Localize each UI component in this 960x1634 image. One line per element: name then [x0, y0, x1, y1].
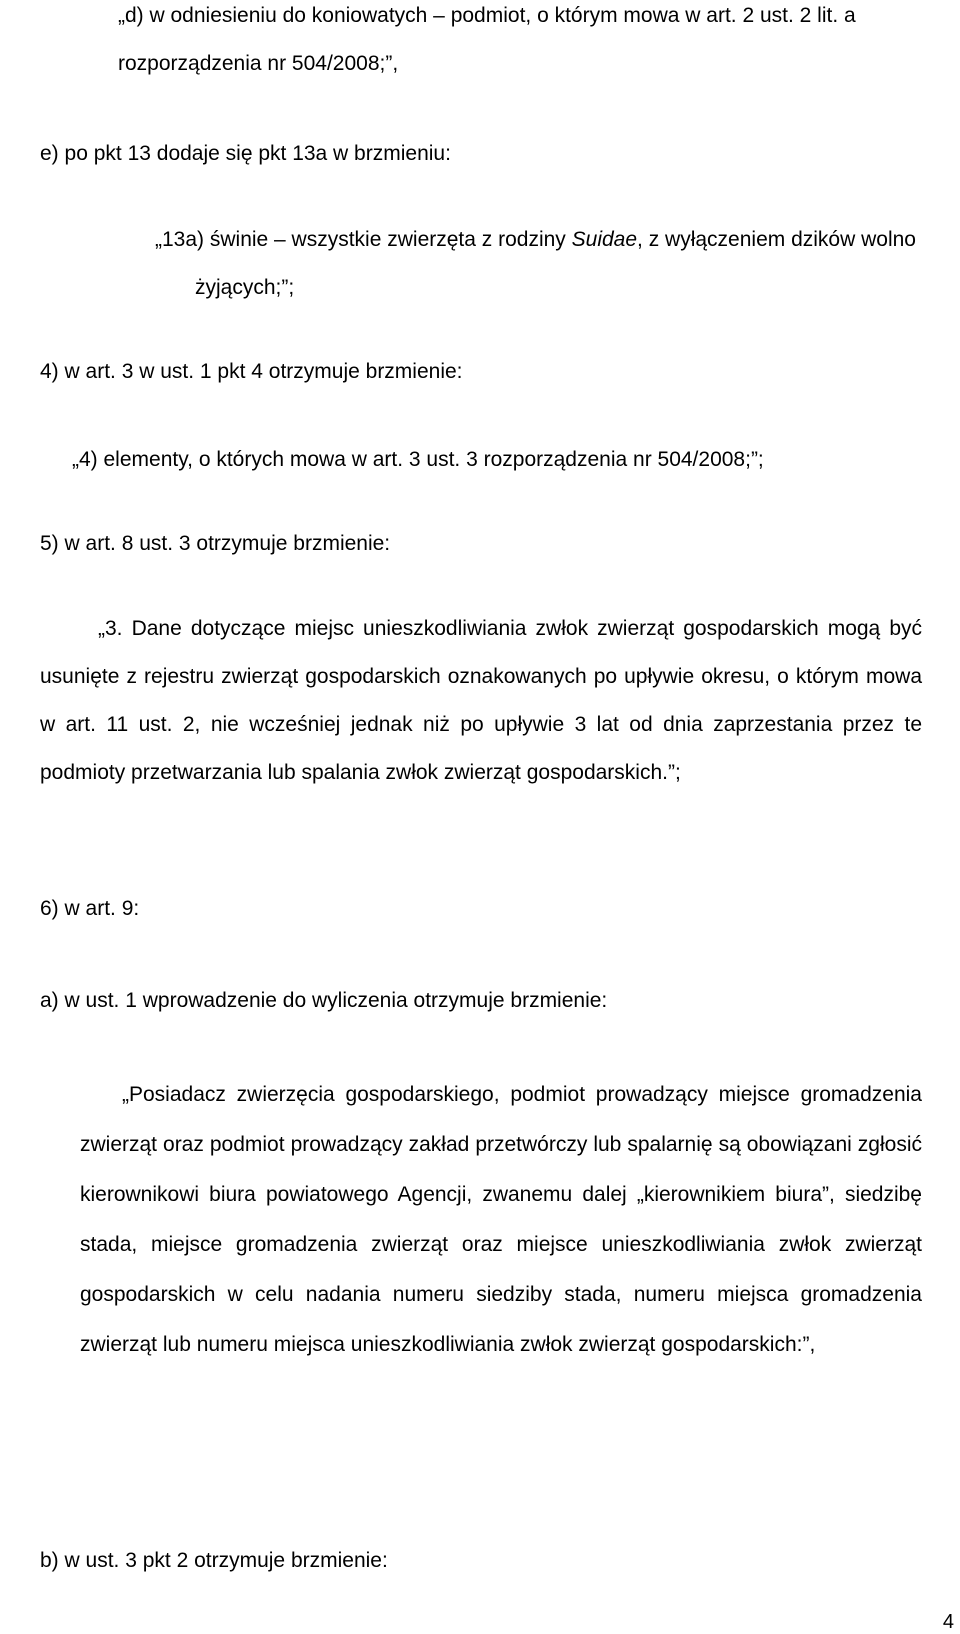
- item-4-text: w art. 3 w ust. 1 pkt 4 otrzymuje brzmienie:: [64, 360, 463, 383]
- definition-13a-lead: „13a) świnie – wszystkie zwierzęta z rodziny: [155, 228, 572, 251]
- page-number: 4: [942, 1611, 954, 1633]
- item-a-text: w ust. 1 wprowadzenie do wyliczenia otrzymuje brzmienie:: [64, 989, 608, 1012]
- item-d: [118, 0, 928, 88]
- item-a-marker: a): [40, 989, 59, 1012]
- item-5-text: w art. 8 ust. 3 otrzymuje brzmienie:: [64, 532, 391, 555]
- item-6-text: w art. 9:: [64, 897, 140, 920]
- item-6-marker: 6): [40, 897, 59, 920]
- item-a-quote-body: „Posiadacz zwierzęcia gospodarskiego, podmiot prowadzący miejsce gromadzenia zwierząt oraz podmiot prowadzący zakład przetwórczy lub spalarnię są obowiązani zgłosić kierownikowi biura powiatowego Agencji, zwanemu dalej „kierownikiem biura”, siedzibę stada, miejsce gromadzenia zwierząt oraz miejsce unieszkodliwiania zwłok zwierząt gospodarskich w celu nadania numeru siedziby stada, numeru miejsca gromadzenia zwierząt lub numeru miejsca unieszkodliwiania zwłok zwierząt gospodarskich:”,: [80, 1083, 922, 1356]
- item-5-quote: [40, 605, 922, 797]
- item-4-quote-text: „4) elementy, o których mowa w art. 3 ust. 3 rozporządzenia nr 504/2008;”;: [72, 448, 764, 471]
- definition-13a-tail: , z wyłączeniem dzików wolno żyjących;”;: [195, 228, 916, 299]
- item-5-quote-text: „3. Dane dotyczące miejsc unieszkodliwiania zwłok zwierząt gospodarskich mogą być usunięte z rejestru zwierząt gospodarskich oznakowanych po upływie okresu, o którym mowa w art. 11 ust. 2, nie wcześniej jednak niż po upływie 3 lat od dnia zaprzestania przez te podmioty przetwarzania lub spalania zwłok zwierząt gospodarskich.”;: [40, 617, 922, 784]
- item-e-text: po pkt 13 dodaje się pkt 13a w brzmieniu:: [64, 142, 451, 165]
- item-4-marker: 4): [40, 360, 59, 383]
- item-4: [40, 348, 930, 396]
- item-e: [40, 130, 930, 178]
- item-5-marker: 5): [40, 532, 59, 555]
- item-6: [40, 885, 930, 933]
- item-b-text: w ust. 3 pkt 2 otrzymuje brzmienie:: [64, 1549, 388, 1572]
- item-e-marker: e): [40, 142, 59, 165]
- item-5: [40, 520, 930, 568]
- item-d-text: „d) w odniesieniu do koniowatych – podmiot, o którym mowa w art. 2 ust. 2 lit. a rozporządzenia nr 504/2008;”,: [118, 4, 856, 75]
- definition-13a: [155, 216, 960, 312]
- item-b-marker: b): [40, 1549, 59, 1572]
- item-a: [40, 977, 930, 1025]
- item-a-quote: [80, 1070, 922, 1370]
- item-4-quote: [72, 436, 930, 484]
- definition-13a-italic: Suidae: [571, 228, 638, 251]
- item-b: [40, 1537, 930, 1585]
